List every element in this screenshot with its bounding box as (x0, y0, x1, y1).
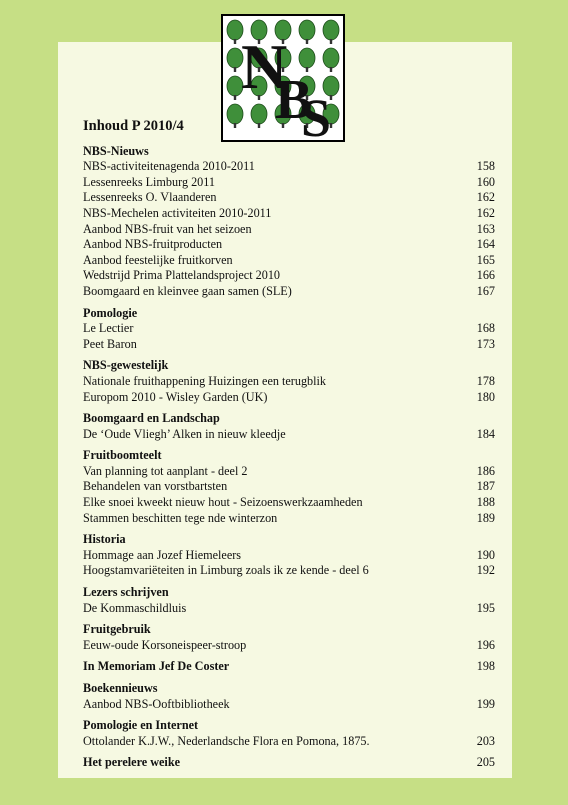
toc-memoriam[interactable] (83, 659, 495, 675)
entry-page-number: 180 (476, 389, 495, 404)
entry-title: NBS-Mechelen activiteiten 2010-2011 (83, 205, 272, 220)
entry-page-number: 162 (476, 190, 495, 205)
toc-section (83, 622, 495, 653)
entry-page-number: 167 (476, 283, 495, 298)
toc-section (83, 718, 495, 749)
entry-page-number: 189 (476, 510, 495, 525)
entry-title: NBS-activiteitenagenda 2010-2011 (83, 159, 255, 174)
toc-section (83, 411, 495, 442)
section-heading: Pomologie en Internet (83, 718, 199, 733)
section-heading: Historia (83, 532, 126, 547)
entry-page-number: 195 (476, 600, 495, 615)
entry-page-number: 165 (476, 252, 495, 267)
toc-entry[interactable] (83, 511, 495, 527)
entry-title: Van planning tot aanplant - deel 2 (83, 463, 248, 478)
entry-page-number: 163 (476, 221, 495, 236)
toc-sections-2 (83, 681, 495, 749)
toc-entry[interactable] (83, 563, 495, 579)
section-heading: Lezers schrijven (83, 585, 169, 600)
section-heading: Boomgaard en Landschap (83, 411, 220, 426)
entry-title: Lessenreeks O. Vlaanderen (83, 190, 217, 205)
section-heading: Fruitboomteelt (83, 448, 162, 463)
entry-title: Elke snoei kweekt nieuw hout - Seizoenswerkzaamheden (83, 495, 363, 510)
entry-title: Boomgaard en kleinvee gaan samen (SLE) (83, 283, 292, 298)
toc-entry[interactable] (83, 427, 495, 443)
logo-letter-n: N (241, 31, 288, 102)
entry-title: Lessenreeks Limburg 2011 (83, 174, 216, 189)
memoriam-page: 198 (476, 659, 495, 674)
entry-title: Peet Baron (83, 336, 137, 351)
toc-entry[interactable] (83, 374, 495, 390)
logo-letter-b: B (275, 69, 313, 131)
entry-title: De ‘Oude Vliegh’ Alken in nieuw kleedje (83, 426, 286, 441)
entry-page-number: 178 (476, 373, 495, 388)
toc-entry[interactable] (83, 321, 495, 337)
entry-title: De Kommaschildluis (83, 600, 187, 615)
toc-entry[interactable] (83, 479, 495, 495)
toc-entry[interactable] (83, 237, 495, 253)
entry-title: Aanbod feestelijke fruitkorven (83, 252, 233, 267)
entry-page-number: 168 (476, 321, 495, 336)
toc-entry[interactable] (83, 268, 495, 284)
toc-entry[interactable] (83, 222, 495, 238)
entry-page-number: 184 (476, 426, 495, 441)
toc-entry[interactable] (83, 159, 495, 175)
final-page: 205 (476, 755, 495, 770)
entry-page-number: 203 (476, 733, 495, 748)
toc-section (83, 681, 495, 712)
toc-entry[interactable] (83, 337, 495, 353)
toc-final[interactable] (83, 755, 495, 771)
memoriam-title: In Memoriam Jef De Coster (83, 659, 230, 674)
entry-page-number: 160 (476, 174, 495, 189)
entry-page-number: 192 (476, 563, 495, 578)
toc-section (83, 358, 495, 405)
entry-title: Hommage aan Jozef Hiemeleers (83, 547, 242, 562)
entry-page-number: 166 (476, 268, 495, 283)
section-heading: NBS-Nieuws (83, 143, 149, 158)
entry-page-number: 173 (476, 336, 495, 351)
toc-sections (83, 144, 495, 654)
table-of-contents (83, 119, 495, 777)
entry-title: Nationale fruithappening Huizingen een terugblik (83, 373, 326, 388)
entry-page-number: 158 (476, 159, 495, 174)
toc-entry[interactable] (83, 697, 495, 713)
toc-section (83, 448, 495, 526)
entry-title: Aanbod NBS-fruit van het seizoen (83, 221, 252, 236)
toc-entry[interactable] (83, 638, 495, 654)
toc-section (83, 306, 495, 353)
entry-page-number: 164 (476, 237, 495, 252)
entry-title: Behandelen van vorstbartsten (83, 479, 228, 494)
final-title: Het perelere weike (83, 755, 181, 770)
entry-title: Aanbod NBS-fruitproducten (83, 237, 223, 252)
entry-title: Le Lectier (83, 321, 134, 336)
entry-title: Ottolander K.J.W., Nederlandsche Flora en Pomona, 1875. (83, 733, 370, 748)
section-heading: Pomologie (83, 305, 138, 320)
entry-title: Europom 2010 - Wisley Garden (UK) (83, 389, 268, 404)
entry-title: Stammen beschitten tege nde winterzon (83, 510, 278, 525)
toc-section (83, 144, 495, 300)
toc-entry[interactable] (83, 390, 495, 406)
toc-entry[interactable] (83, 734, 495, 750)
toc-entry[interactable] (83, 495, 495, 511)
toc-section (83, 532, 495, 579)
entry-title: Aanbod NBS-Ooftbibliotheek (83, 696, 230, 711)
entry-page-number: 186 (476, 463, 495, 478)
toc-entry[interactable] (83, 253, 495, 269)
section-heading: NBS-gewestelijk (83, 358, 169, 373)
toc-entry[interactable] (83, 548, 495, 564)
toc-entry[interactable] (83, 601, 495, 617)
toc-entry[interactable] (83, 284, 495, 300)
entry-page-number: 190 (476, 547, 495, 562)
entry-page-number: 162 (476, 205, 495, 220)
toc-title: Inhoud P 2010/4 (83, 118, 184, 134)
logo-letter-s: S (301, 88, 332, 140)
toc-entry[interactable] (83, 190, 495, 206)
tree-icon (323, 20, 339, 44)
tree-icon (323, 48, 339, 72)
section-heading: Boekennieuws (83, 681, 158, 695)
toc-section (83, 585, 495, 616)
toc-entry[interactable] (83, 464, 495, 480)
toc-entry[interactable] (83, 206, 495, 222)
entry-title: Hoogstamvariëteiten in Limburg zoals ik ze kende - deel 6 (83, 563, 369, 578)
entry-page-number: 196 (476, 637, 495, 652)
tree-icon (299, 20, 315, 44)
entry-page-number: 187 (476, 479, 495, 494)
entry-title: Eeuw-oude Korsoneispeer-stroop (83, 637, 247, 652)
section-heading: Fruitgebruik (83, 622, 151, 637)
entry-page-number: 188 (476, 495, 495, 510)
toc-entry[interactable] (83, 175, 495, 191)
entry-page-number: 199 (476, 696, 495, 711)
entry-title: Wedstrijd Prima Plattelandsproject 2010 (83, 268, 281, 283)
